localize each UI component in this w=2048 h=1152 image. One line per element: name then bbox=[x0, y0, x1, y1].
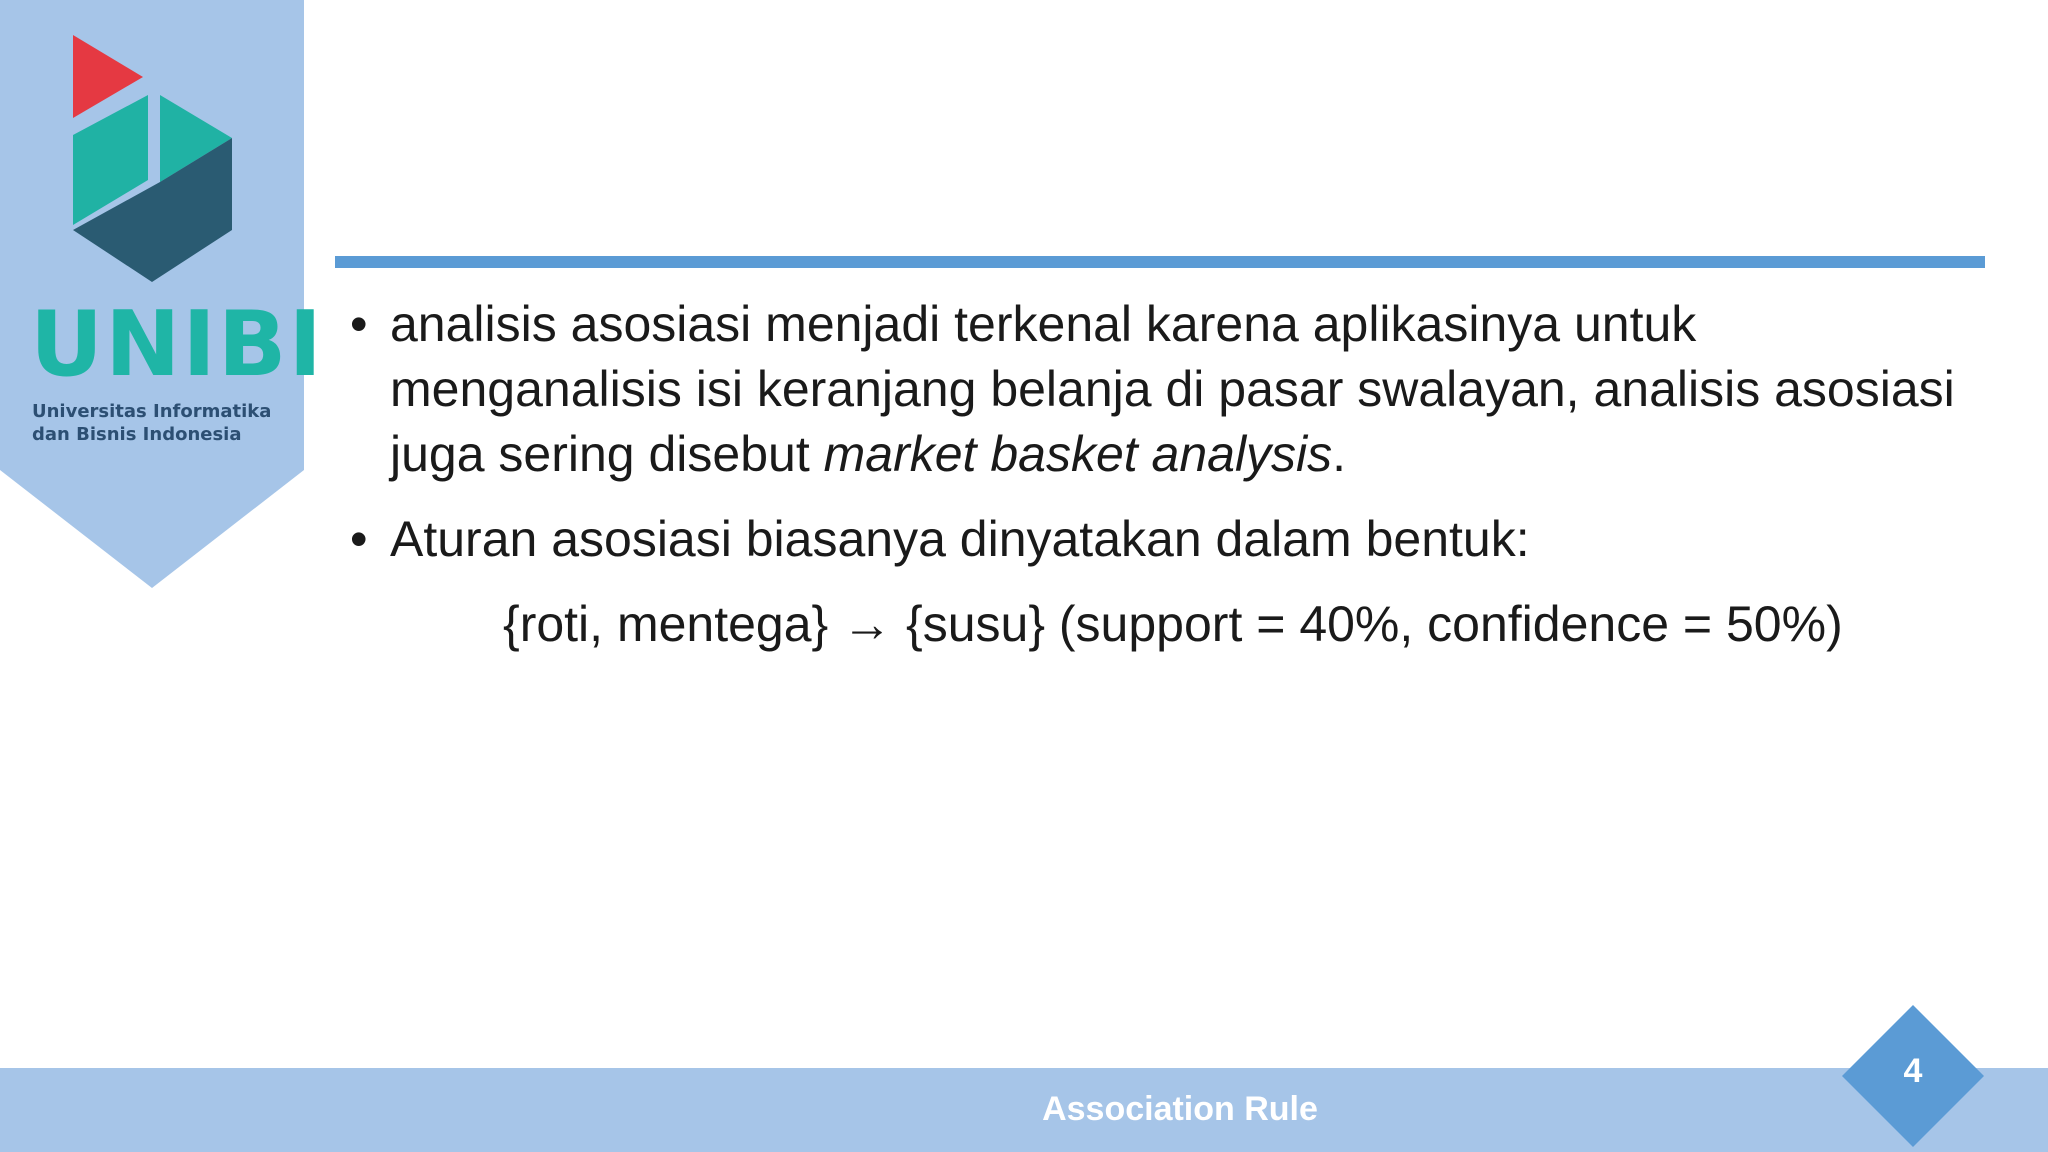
slide-body bbox=[350, 292, 1990, 657]
page-number: 4 bbox=[1903, 1052, 1923, 1090]
bullet-1-italic: market basket analysis bbox=[823, 426, 1333, 482]
bullet-1-tail: . bbox=[1332, 426, 1347, 482]
bullet-item-2 bbox=[350, 507, 1990, 572]
bullet-item-1 bbox=[350, 292, 1990, 487]
logo-subtitle bbox=[32, 400, 271, 446]
bullet-dot: • bbox=[350, 296, 368, 352]
title-divider bbox=[335, 256, 1985, 268]
bullet-2-text: Aturan asosiasi biasanya dinyatakan dalam bentuk: bbox=[390, 511, 1530, 567]
logo-subtitle-line-1: Universitas Informatika bbox=[32, 401, 272, 422]
footer-title: Association Rule bbox=[1042, 1090, 1318, 1128]
bullet-dot: • bbox=[350, 511, 368, 567]
logo-subtitle-line-2: dan Bisnis Indonesia bbox=[32, 424, 242, 445]
logo-wordmark: UNIBI bbox=[30, 292, 324, 397]
bullet-1-text: analisis asosiasi menjadi terkenal karena aplikasinya untuk menganalisis isi keranjang belanja di pasar swalayan, analisis asosiasi juga sering disebut bbox=[390, 296, 1955, 482]
association-rule-formula: {roti, mentega} → {susu} (support = 40%, confidence = 50%) bbox=[503, 596, 1843, 652]
